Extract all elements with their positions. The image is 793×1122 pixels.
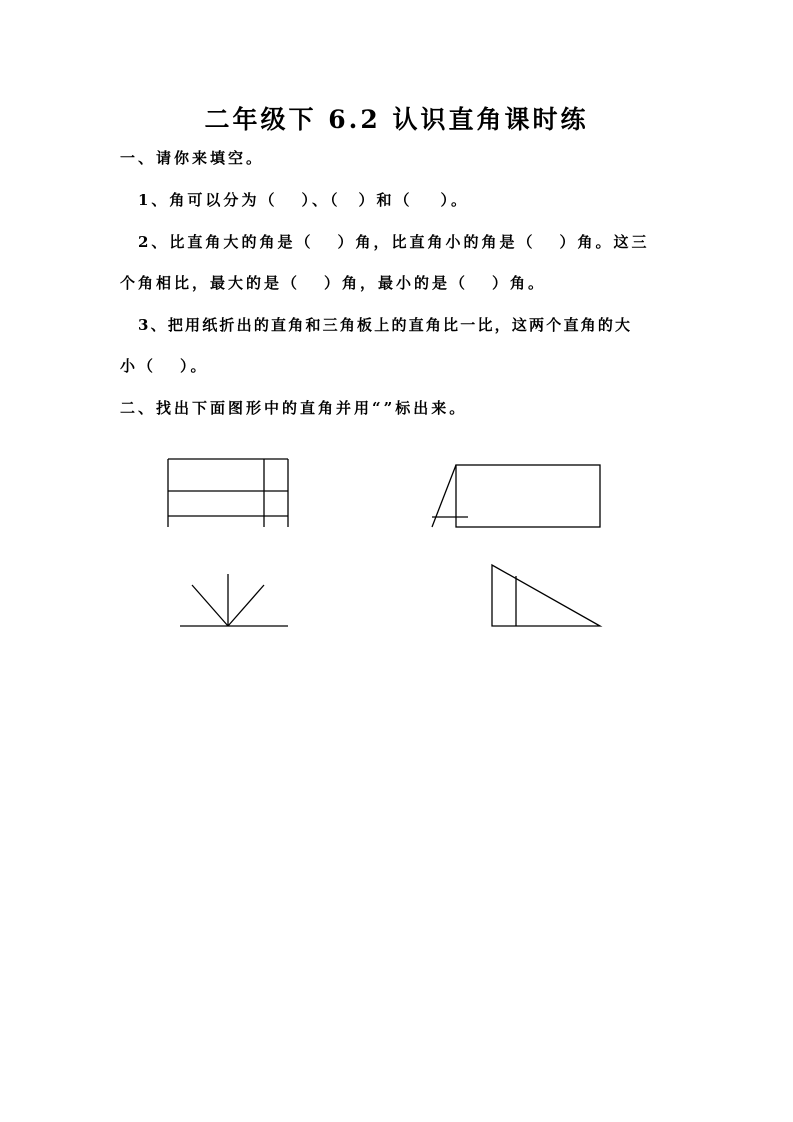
- q3-text-a: 小（: [120, 357, 157, 375]
- right-triangle-figure[interactable]: [492, 565, 600, 626]
- rectangle-with-slanted-line-figure[interactable]: [432, 465, 600, 527]
- fan-angles-figure[interactable]: [180, 574, 288, 626]
- q2-text-d: 个角相比，最大的是（: [120, 274, 301, 292]
- q2-text-c: ）角。这三: [559, 233, 650, 251]
- question-3-line-1: 3、把用纸折出的直角和三角板上的直角比一比，这两个直角的大: [138, 316, 633, 334]
- q1-text-c: ）和（: [358, 191, 413, 209]
- q1-text-d: ）。: [440, 191, 469, 209]
- grid-rectangle-figure[interactable]: [168, 459, 288, 527]
- q2-text-f: ）角。: [492, 274, 547, 292]
- q2-text-e: ）角，最小的是（: [324, 274, 469, 292]
- page-title: 二年级下 6.2 认识直角课时练: [204, 105, 589, 134]
- section1-heading: 一、请你来填空。: [120, 149, 265, 167]
- section2-heading: 二、找出下面图形中的直角并用“”标出来。: [120, 399, 468, 417]
- q2-text-a: 2、比直角大的角是（: [138, 233, 314, 251]
- q2-text-b: ）角，比直角小的角是（: [337, 233, 536, 251]
- q1-text-a: 1、角可以分为（: [138, 191, 278, 209]
- q1-text-b: ）、（: [301, 191, 341, 209]
- q3-text-b: ）。: [180, 357, 209, 375]
